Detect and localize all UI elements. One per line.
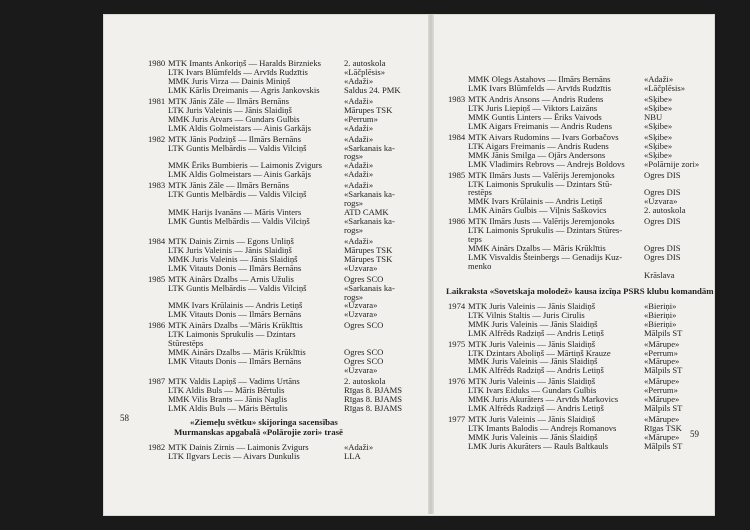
entry-line: LMK Vitauts Donis — Ilmārs Bernāns	[168, 309, 302, 320]
book-gutter	[428, 14, 434, 514]
entry-line: LMK Ivars Blūmfelds — Arvīds Rudzītis	[468, 82, 611, 93]
block-year: 1985	[448, 169, 466, 180]
entry-line: MTK Dainis Zirnis — Egons Unliņš	[168, 235, 294, 246]
block-year: 1981	[148, 95, 166, 106]
entry-line: LTK Vilnis Staltis — Juris Cirulis	[468, 309, 585, 320]
entry-line: LTK Juris Liepiņš — Viktors Laizāns	[468, 102, 598, 113]
entry-line: MMK Juris Atvars — Gundars Gulbis	[168, 113, 300, 124]
entry-line: LTK Guntis Melbārdis — Valdis Vilciņš	[168, 189, 307, 200]
entry-line: MMK Guntis Linters — Ēriks Vaivods	[468, 111, 602, 122]
entry-line: LMK Visvaldis Šteinbergs — Genadijs Kuz-	[468, 251, 623, 262]
club-name: Mārupes TSK	[344, 253, 393, 264]
club-name: «Adaži»	[344, 160, 374, 171]
club-name: 2. autoskola	[344, 58, 386, 68]
entry-line: menko	[468, 260, 492, 271]
entry-line: LMK Alfrēds Radziņš — Andris Letiņš	[468, 327, 604, 338]
entry-line: MMK Ainārs Dzalbs — Māris Krūklītis	[468, 243, 606, 253]
entry-line: LMK Aldis Buls — Māris Bērtulis	[168, 402, 288, 413]
club-name: «Adaži»	[344, 235, 374, 246]
section-heading: «Ziemeļu svētku» skijoringa sacensības	[190, 416, 338, 427]
entry-line: MTK Ilmārs Justs — Valērijs Jeremjonoks	[468, 216, 615, 227]
club-name: «Adaži»	[344, 95, 374, 106]
entry-line: MTK Juris Valeinis — Jānis Slaidiņš	[468, 338, 596, 349]
entry-line: MTK Juris Valeinis — Jānis Slaidiņš	[468, 300, 596, 311]
block-year: 1982	[148, 441, 166, 452]
entry-line: LMK Alfrēds Radziņš — Andris Letiņš	[468, 365, 604, 376]
club-name: «Uzvara»	[344, 262, 378, 273]
block-year: 1974	[448, 300, 466, 311]
entry-line: LMK Vitauts Donis — Ilmārs Bernāns	[168, 356, 302, 366]
entry-line: MTK Ilmārs Justs — Valērijs Jeremjonoks	[468, 169, 615, 180]
club-name: Ogres SCO	[344, 320, 384, 331]
club-name: 2. autoskola	[644, 205, 686, 216]
entry-line: MMK Vilis Brants — Jānis Naglis	[168, 393, 287, 404]
entry-line: MTK Imants Ankoriņš — Haralds Birznieks	[168, 58, 321, 68]
section-heading: Murmanskas apgabalā «Polārojie zori» trasē	[174, 426, 343, 437]
entry-line: LMK Juris Akurāters — Rauls Baltkauls	[468, 440, 609, 451]
entry-line: MMK Juris Valeinis — Jānis Slaidiņš	[468, 318, 598, 329]
club-name: «Sķibe»	[644, 149, 673, 160]
entry-line: MTK Andris Ansons — Andris Rudens	[468, 94, 604, 104]
club-name: «Mārupe»	[644, 376, 680, 387]
club-name: «Sķibe»	[644, 120, 673, 131]
entry-line: MMK Ivars Krūlainis — Andris Letiņš	[168, 300, 303, 311]
entry-line: LTK Laimonis Sprukulis — Dzintars Stū-	[468, 178, 613, 189]
entry-line: LMK Vladimirs Rebrovs — Andrejs Boldovs	[468, 158, 625, 169]
club-name: Ogres SCO	[344, 347, 384, 358]
entry-line: LTK Imants Balodis — Andrejs Romanovs	[468, 423, 617, 434]
entry-line: LMK Aigars Freimanis — Andris Rudens	[468, 120, 612, 131]
entry-line: MTK Dainis Zirnis — Laimonis Zvigurs	[168, 441, 309, 452]
entry-line: MMK Ivars Krūlainis — Andris Letiņš	[468, 196, 603, 207]
club-name: «Sarkanais ka-	[344, 142, 395, 153]
club-name: Mārupes TSK	[344, 104, 393, 115]
section-heading: Laikraksta «Sovetskaja molodež» kausa izcīņa PSRS klubu komandām	[446, 285, 714, 296]
entry-line: LMK Kārlis Dreimanis — Agris Jankovskis	[168, 84, 320, 95]
left-page	[104, 15, 426, 515]
club-name: «Polārnije zori»	[644, 158, 700, 169]
club-name: Ogres DIS	[644, 216, 681, 227]
club-name: Mālpils ST	[644, 327, 683, 338]
club-name: «Perrum»	[344, 113, 378, 124]
block-year: 1980	[148, 58, 166, 68]
entry-line: MMK Olegs Astahovs — Ilmārs Bernāns	[468, 74, 611, 84]
entry-line: LTK Juris Valeinis — Jānis Slaidiņš	[168, 244, 292, 255]
block-year: 1987	[148, 376, 166, 386]
entry-line: MMK Jānis Smilga — Ojārs Andersons	[468, 149, 606, 160]
club-name: NBU	[644, 111, 663, 122]
entry-line: MMK Juris Valeinis — Jānis Slaidiņš	[168, 253, 298, 264]
block-year: 1983	[148, 180, 166, 191]
page-number: 59	[690, 429, 699, 439]
club-name: Rīgas 8. BJAMS	[344, 402, 403, 413]
entry-line: restēps	[468, 187, 492, 198]
entry-line: LTK Ivars Blūmfelds — Arvīds Rudzītis	[168, 66, 308, 77]
club-name: «Adaži»	[344, 122, 374, 133]
block-year: 1986	[148, 320, 166, 331]
club-name: Mālpils ST	[644, 365, 683, 376]
entry-line: MTK Jānis Zāle — Ilmārs Bernāns	[168, 95, 290, 106]
entry-line: MTK Juris Valeinis — Jānis Slaidiņš	[468, 414, 596, 425]
entry-line: MMK Juris Virza — Dainis Miniņš	[168, 75, 291, 86]
entry-line: MTK Ainārs Dzalbs — Arnis Užulis	[168, 273, 294, 284]
club-name: «Uzvara»	[644, 196, 678, 207]
entry-line: LTK Dzintars Aboliņš — Mārtiņš Krauze	[468, 347, 611, 358]
entry-line: MMK Harijs Ivanāns — Māris Vinters	[168, 207, 302, 217]
club-name: «Mārupe»	[644, 432, 680, 442]
club-name: «Adaži»	[344, 169, 374, 180]
club-name: Mālpils ST	[644, 403, 683, 414]
entry-line: MMK Ainārs Dzalbs — Māris Krūklītis	[168, 347, 306, 358]
entry-line: MTK Jānis Podziņš — Ilmārs Bernāns	[168, 133, 301, 144]
club-name: «Sķibe»	[644, 140, 673, 151]
entry-line: LTK Ilgvars Lecis — Aivars Dunkulis	[168, 450, 300, 461]
entry-line: LTK Juris Valeinis — Jānis Slaidiņš	[168, 104, 292, 115]
club-name: ATD CAMK	[344, 207, 389, 217]
club-name: Ogres SCO	[344, 356, 384, 366]
entry-line: LMK Aldis Golmeistars — Ainis Garkājs	[168, 122, 311, 133]
entry-line: MTK Jānis Zāle — Ilmārs Bernāns	[168, 180, 290, 191]
club-name: «Sarkanais ka-	[344, 189, 395, 200]
entry-line: Stūrestēps	[168, 338, 204, 349]
entry-line: MTK Aivars Rudomins — Ivars Gorbačovs	[468, 131, 619, 142]
club-name: «Adaži»	[344, 75, 374, 86]
book-spread	[103, 14, 715, 516]
club-name: «Sķibe»	[644, 94, 673, 104]
club-name: «Perrum»	[644, 385, 678, 396]
entry-line: LTK Laimonis Sprukulis — Dzintars Stūres-	[468, 225, 623, 236]
entry-line: MMK Juris Valeinis — Jānis Slaidiņš	[468, 432, 598, 442]
club-name: Saldus 24. PMK	[344, 84, 401, 95]
club-name: «Mārupe»	[644, 414, 680, 425]
club-name: «Mārupe»	[644, 338, 680, 349]
block-year: 1977	[448, 414, 466, 425]
club-name: «Bieriņi»	[644, 300, 677, 311]
entry-line: LMK Guntis Melbārdis — Valdis Vilciņš	[168, 215, 310, 226]
club-name: «Adaži»	[344, 180, 374, 191]
entry-line: LMK Vitauts Donis — Ilmārs Bernāns	[168, 262, 302, 273]
club-name: «Mārupe»	[644, 356, 680, 367]
entry-line: LTK Guntis Melbārdis — Valdis Vilciņš	[168, 142, 307, 153]
club-name: Mālpils ST	[644, 440, 683, 451]
entry-line: LTK Guntis Melbārdis — Valdis Vilciņš	[168, 282, 307, 293]
club-name: «Lāčplēsis»	[344, 66, 386, 77]
entry-line: MMK Juris Valeinis — Jānis Slaidiņš	[468, 356, 598, 367]
club-name: «Bieriņi»	[644, 318, 677, 329]
club-name: «Sķibe»	[644, 131, 673, 142]
club-name: «Lāčplēsis»	[644, 82, 686, 93]
club-name: Rīgas TSK	[644, 423, 682, 434]
club-name: «Uzvara»	[344, 364, 378, 375]
entry-line: LTK Aigars Freimanis — Andris Rudens	[468, 140, 609, 151]
club-name: «Bieriņi»	[644, 309, 677, 320]
club-name: 2. autoskola	[344, 376, 386, 386]
entry-line: teps	[468, 234, 482, 245]
block-year: 1983	[448, 94, 466, 104]
block-year: 1984	[148, 235, 166, 246]
club-name: Rīgas 8. BJAMS	[344, 384, 403, 395]
block-year: 1976	[448, 376, 466, 387]
entry-line: LMK Alfrēds Radziņš — Andris Letiņš	[468, 403, 604, 414]
right-page	[432, 15, 714, 515]
club-name: rogs»	[344, 291, 364, 302]
block-year: 1985	[148, 273, 166, 284]
entry-line: LTK Aldis Buls — Māris Bērtulis	[168, 384, 285, 395]
page-number: 58	[120, 413, 129, 423]
club-name: Krāslava	[644, 269, 675, 280]
club-name: Ogres DIS	[644, 169, 681, 180]
club-name: Ogres DIS	[644, 251, 681, 262]
block-year: 1986	[448, 216, 466, 227]
club-name: «Mārupe»	[644, 394, 680, 405]
club-name: «Sķibe»	[644, 102, 673, 113]
entry-line: LTK Ivars Eiduks — Gundars Gulbis	[468, 385, 597, 396]
club-name: «Adaži»	[644, 74, 674, 84]
block-year: 1975	[448, 338, 466, 349]
entry-line: MTK Ainārs Dzalbs —'Māris Krūklītis	[168, 320, 303, 331]
club-name: LLA	[344, 450, 361, 461]
entry-line: MTK Juris Valeinis — Jānis Slaidiņš	[468, 376, 596, 387]
block-year: 1982	[148, 133, 166, 144]
entry-line: LMK Ainārs Gulbis — Viļnis Saškovics	[468, 205, 607, 216]
club-name: «Sarkanais ka-	[344, 282, 395, 293]
club-name: «Sarkanais ka-	[344, 215, 395, 226]
block-year: 1984	[448, 131, 466, 142]
club-name: «Adaži»	[344, 133, 374, 144]
club-name: Ogres DIS	[644, 187, 681, 198]
club-name: Mārupes TSK	[344, 244, 393, 255]
club-name: rogs»	[344, 198, 364, 209]
club-name: rogs»	[344, 151, 364, 162]
entry-line: MTK Valdis Lapiņš — Vadims Urtāns	[168, 376, 300, 386]
entry-line: MMK Juris Akurāters — Arvīds Markovics	[468, 394, 619, 405]
club-name: «Uzvara»	[344, 300, 378, 311]
club-name: Ogres DIS	[644, 243, 681, 253]
club-name: Ogres SCO	[344, 273, 384, 284]
entry-line: LTK Laimonis Sprukulis — Dzintars	[168, 329, 296, 340]
club-name: «Perrum»	[644, 347, 678, 358]
entry-line: LMK Aldis Golmeistars — Ainis Garkājs	[168, 169, 311, 180]
club-name: Rīgas 8. BJAMS	[344, 393, 403, 404]
club-name: rogs»	[344, 224, 364, 235]
entry-line: MMK Ēriks Bumbieris — Laimonis Zvigurs	[168, 160, 322, 171]
club-name: «Adaži»	[344, 441, 374, 452]
club-name: «Uzvara»	[344, 309, 378, 320]
